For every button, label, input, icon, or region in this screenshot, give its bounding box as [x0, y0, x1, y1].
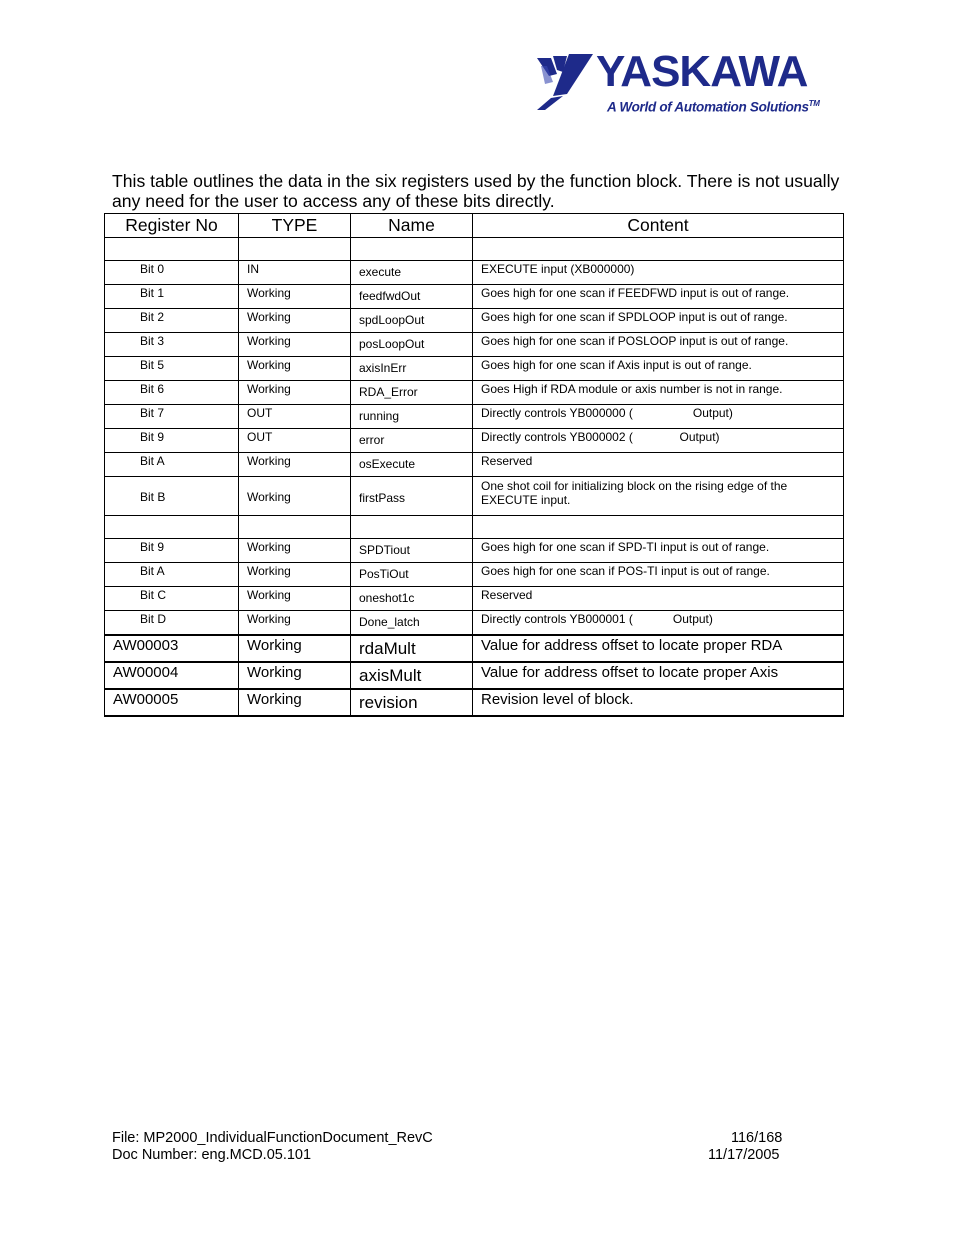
yaskawa-wing-icon: [533, 52, 595, 112]
table-row: Bit A Working osExecute Reserved: [105, 453, 844, 477]
footer-page: 116/168: [731, 1130, 783, 1146]
table-row: Bit 1 Working feedfwdOut Goes high for one scan if FEEDFWD input is out of range.: [105, 285, 844, 309]
table-row: Bit 0 IN execute EXECUTE input (XB000000): [105, 261, 844, 285]
table-row: Bit A Working PosTiOut Goes high for one scan if POS-TI input is out of range.: [105, 563, 844, 587]
brand-name: YASKAWA: [596, 47, 808, 96]
header-register-no: Register No: [105, 214, 239, 238]
brand-tagline: A World of Automation Solutions™: [607, 99, 820, 115]
header-name: Name: [351, 214, 473, 238]
table-row: Bit 9 Working SPDTiout Goes high for one scan if SPD-TI input is out of range.: [105, 539, 844, 563]
intro-paragraph: This table outlines the data in the six registers used by the function block. There is not usually any need for the user to access any of these bits directly.: [112, 171, 840, 211]
header-content: Content: [473, 214, 844, 238]
table-row: Bit 2 Working spdLoopOut Goes high for one scan if SPDLOOP input is out of range.: [105, 309, 844, 333]
table-row: AW00004 Working axisMult Value for address offset to locate proper Axis: [105, 662, 844, 689]
register-group-row: [105, 238, 844, 261]
table-row: Bit C Working oneshot1c Reserved: [105, 587, 844, 611]
footer-file: File: MP2000_IndividualFunctionDocument_RevC: [112, 1130, 433, 1146]
table-row: Bit 9 OUT error Directly controls YB000002 ( Output): [105, 429, 844, 453]
table-row: AW00005 Working revision Revision level of block.: [105, 689, 844, 716]
footer-date: 11/17/2005: [708, 1147, 780, 1163]
table-row: Bit 5 Working axisInErr Goes high for one scan if Axis input is out of range.: [105, 357, 844, 381]
register-group-row: [105, 516, 844, 539]
register-table: [104, 213, 844, 717]
header-type: TYPE: [239, 214, 351, 238]
table-row: AW00003 Working rdaMult Value for address offset to locate proper RDA: [105, 635, 844, 662]
table-row: Bit 7 OUT running Directly controls YB000000 ( Output): [105, 405, 844, 429]
table-row: Bit B Working firstPass One shot coil for initializing block on the rising edge of the EXECUTE input.: [105, 477, 844, 516]
table-row: Bit 3 Working posLoopOut Goes high for one scan if POSLOOP input is out of range.: [105, 333, 844, 357]
footer-doc-number: Doc Number: eng.MCD.05.101: [112, 1147, 312, 1163]
table-row: Bit D Working Done_latch Directly controls YB000001 ( Output): [105, 611, 844, 636]
table-header-row: [105, 214, 844, 238]
table-row: Bit 6 Working RDA_Error Goes High if RDA module or axis number is not in range.: [105, 381, 844, 405]
yaskawa-logo: [533, 47, 823, 122]
